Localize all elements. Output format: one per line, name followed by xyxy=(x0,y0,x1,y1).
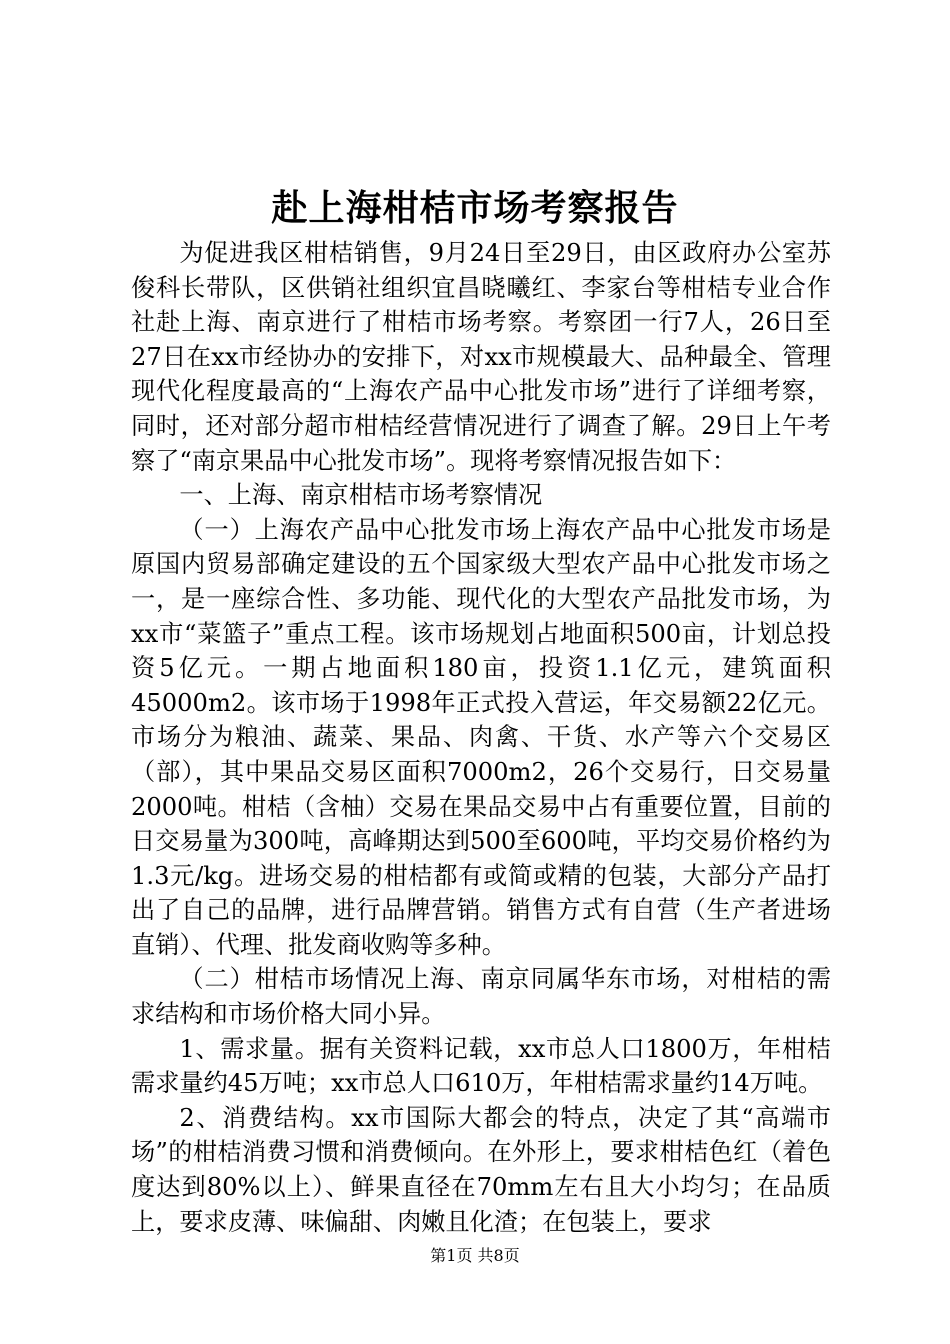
document-title: 赴上海柑桔市场考察报告 xyxy=(271,187,679,229)
page-footer: 第1页 共8页 xyxy=(430,1246,520,1265)
paragraph-demand: 1、需求量。据有关资料记载，xx市总人口1800万，年柑桔需求量约45万吨；xx市总人口610万，年柑桔需求量约14万吨。 xyxy=(131,1034,831,1098)
paragraph-consumption-structure: 2、消费结构。xx市国际大都会的特点，决定了其“高端市场”的柑桔消费习惯和消费倾向。在外形上，要求柑桔色红（着色度达到80%以上）、鲜果直径在70mm左右且大小均匀；在品质上，要求皮薄、味偏甜、肉嫩且化渣；在包装上，要求 xyxy=(131,1103,831,1236)
paragraph-section-heading: 一、上海、南京柑桔市场考察情况 xyxy=(179,481,543,510)
paragraph-market-situation: （二）柑桔市场情况上海、南京同属华东市场，对柑桔的需求结构和市场价格大同小异。 xyxy=(131,965,831,1029)
paragraph-shanghai-market: （一）上海农产品中心批发市场上海农产品中心批发市场是原国内贸易部确定建设的五个国家级大型农产品中心批发市场之一，是一座综合性、多功能、现代化的大型农产品批发市场，为xx市“菜篮子”重点工程。该市场规划占地面积500亩，计划总投资5亿元。一期占地面积180亩，投资1.1亿元，建筑面积45000m2。该市场于1998年正式投入营运，年交易额22亿元。市场分为粮油、蔬菜、果品、肉禽、干货、水产等六个交易区（部），其中果品交易区面积7000m2，26个交易行，日交易量2000吨。柑桔（含柚）交易在果品交易中占有重要位置，目前的日交易量为300吨，高峰期达到500至600吨，平均交易价格约为1.3元/kg。进场交易的柑桔都有或简或精的包装，大部分产品打出了自己的品牌，进行品牌营销。销售方式有自营（生产者进场直销）、代理、批发商收购等多种。 xyxy=(131,515,831,959)
paragraph-intro: 为促进我区柑桔销售，9月24日至29日，由区政府办公室苏俊科长带队，区供销社组织宜昌晓曦红、李家台等柑桔专业合作社赴上海、南京进行了柑桔市场考察。考察团一行7人，26日至27日在xx市经协办的安排下，对xx市规模最大、品种最全、管理现代化程度最高的“上海农产品中心批发市场”进行了详细考察，同时，还对部分超市柑桔经营情况进行了调查了解。29日上午考察了“南京果品中心批发市场”。现将考察情况报告如下： xyxy=(131,239,831,475)
document-body xyxy=(131,236,831,1239)
